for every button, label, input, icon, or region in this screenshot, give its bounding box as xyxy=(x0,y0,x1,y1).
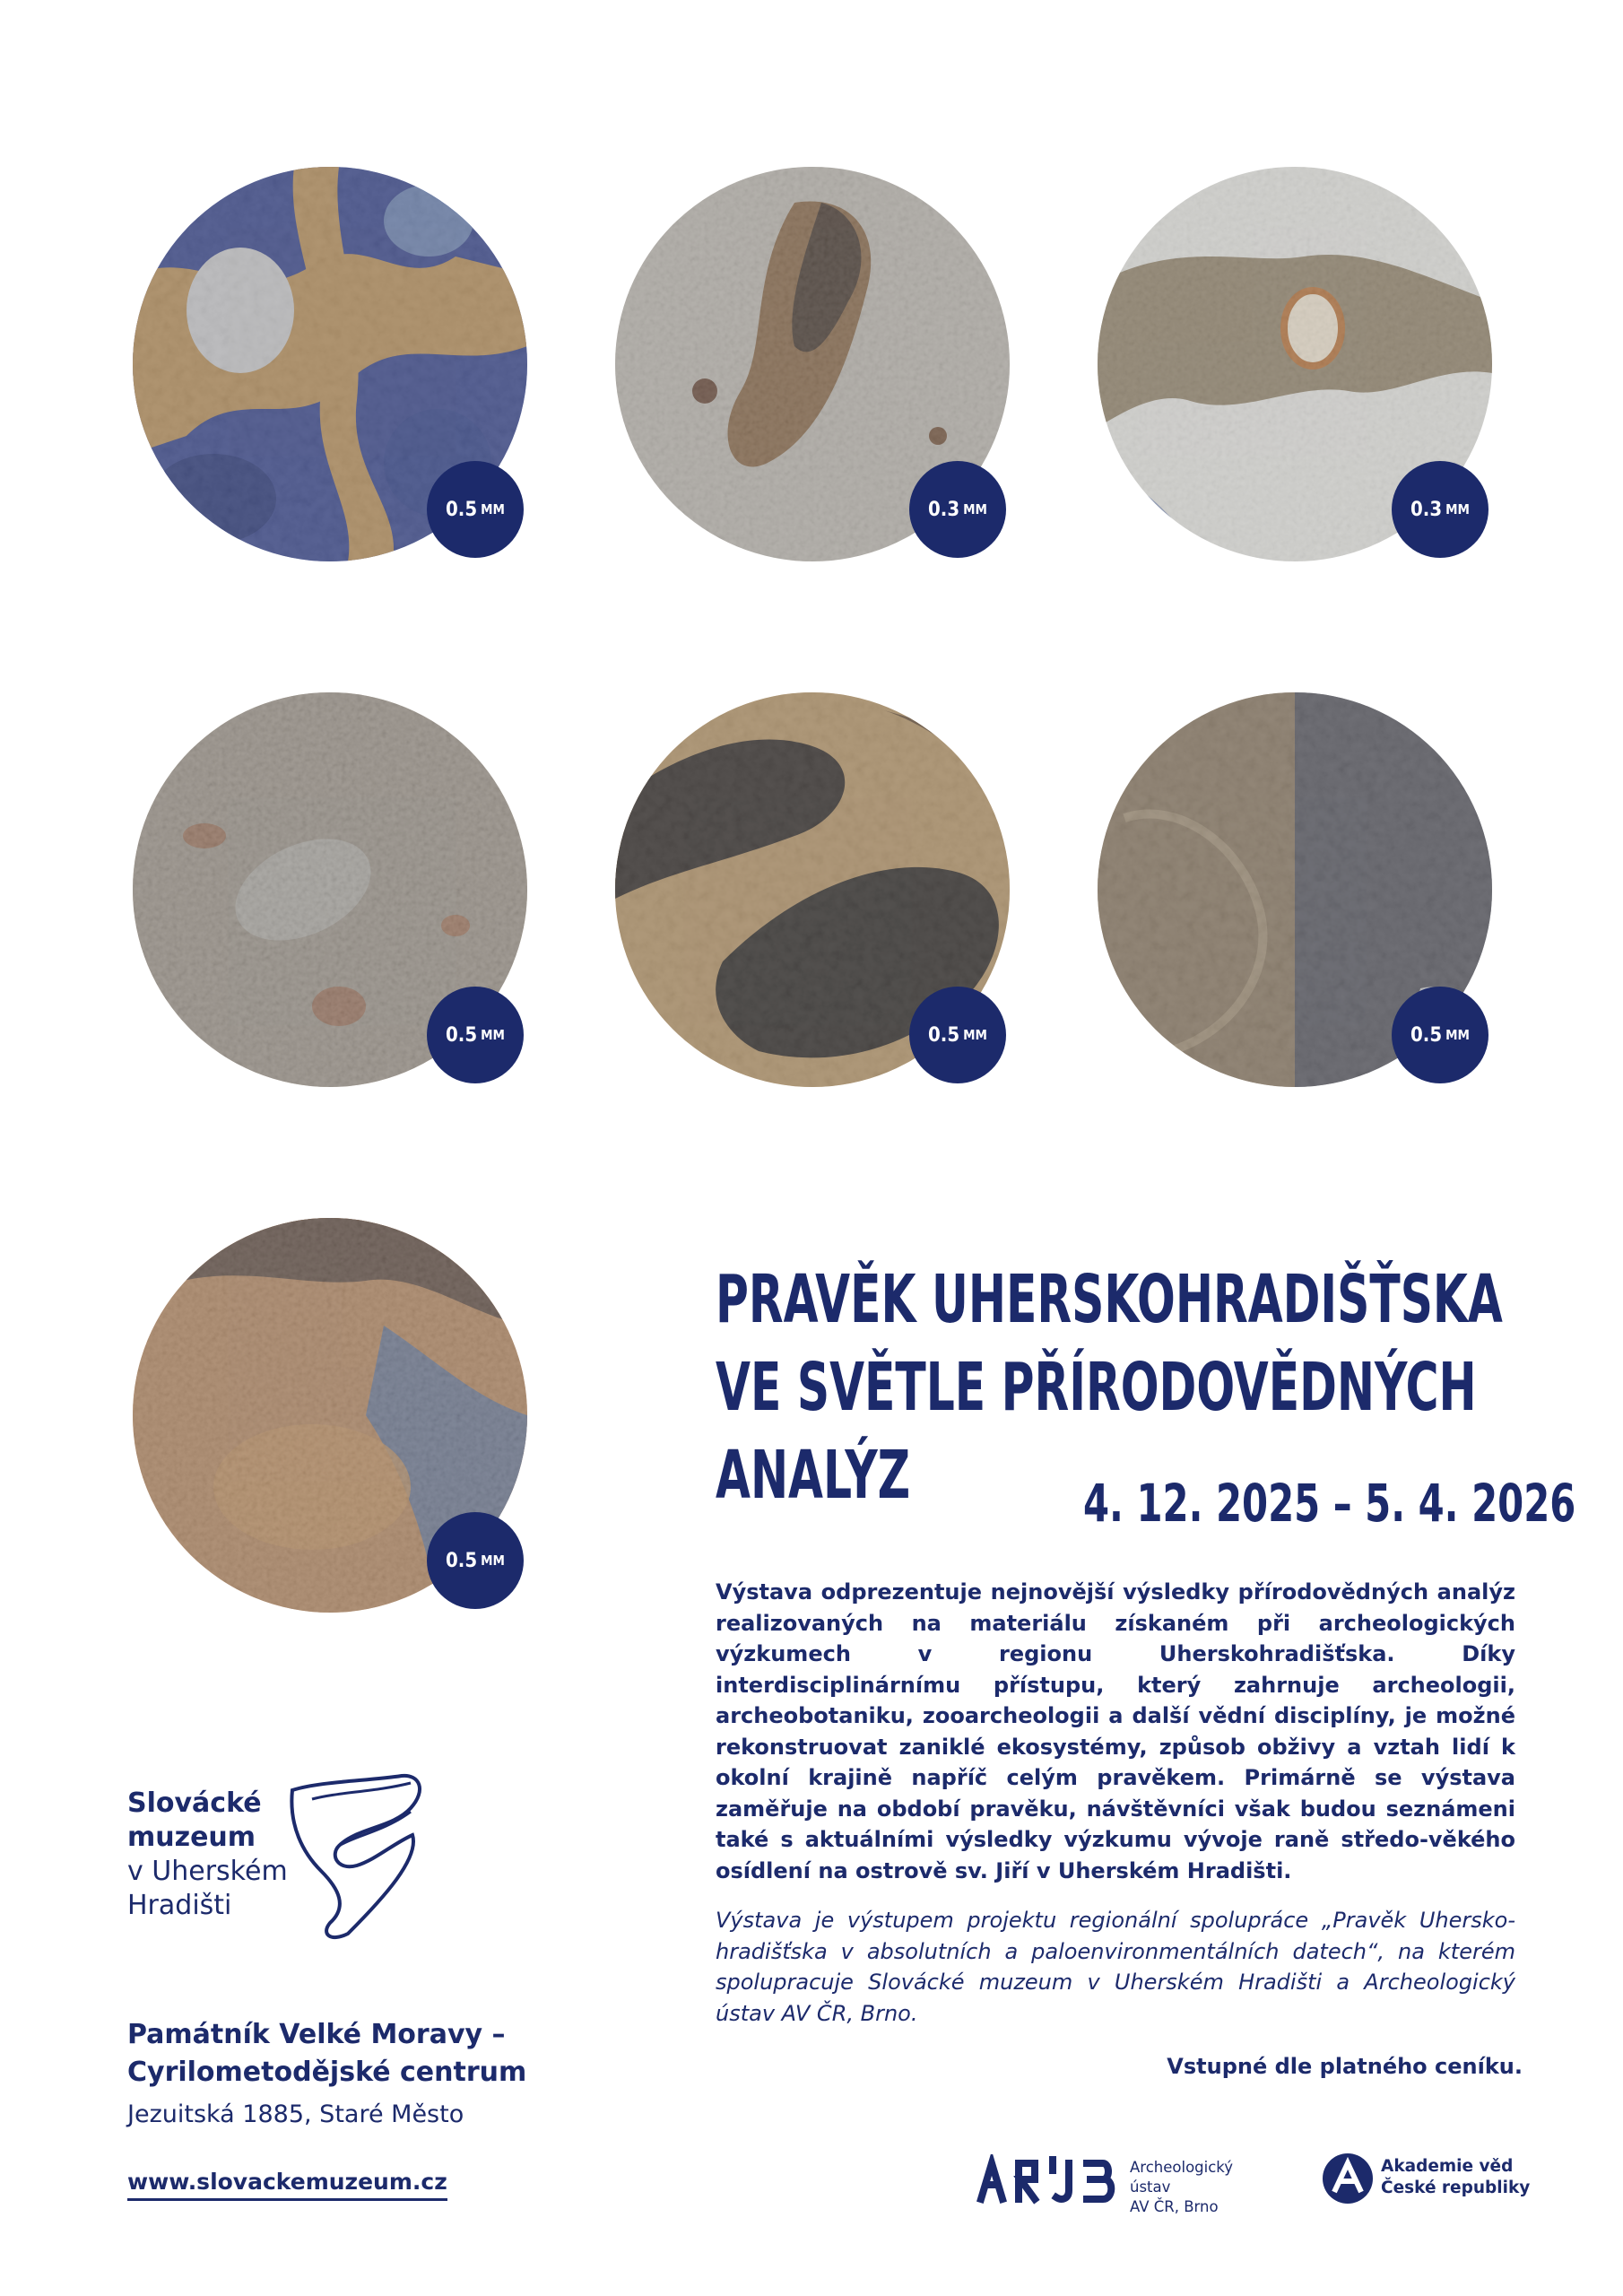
academy-name-line-1: Akademie věd xyxy=(1381,2157,1514,2176)
academy-logo xyxy=(1322,2149,1537,2208)
scale-badge xyxy=(427,987,524,1083)
exhibition-description: Výstava odprezentuje nejnovější výsledky přírodovědných analýz realizovaných na materiálu získaném při archeologických výzkumech v regionu Uherskohradišťska. Díky interdisciplinárnímu přístupu, který zahrnuje archeologii, archeobotaniku, zooarcheologii a další vědní disciplíny, je možné rekonstruovat zaniklé ekosystémy, způsob obživy a vztah lidí k okolní krajině napříč celým pravěkem. Primárně se výstava zaměřuje na období pravěku, návštěvníci však budou seznámeni také s aktuálními výsledky výzkumu vývoje raně středo-věkého osídlení na ostrově sv. Jiří v Uherském Hradišti. xyxy=(716,1579,1515,1883)
arub-name xyxy=(1130,2158,1271,2217)
venue-line-1: Památník Velké Moravy – xyxy=(127,2019,506,2050)
scale-value: 0.5 xyxy=(446,1023,478,1047)
sample-photo-6 xyxy=(1098,692,1492,1087)
scale-value: 0.5 xyxy=(446,498,478,521)
academy-logo-icon xyxy=(1322,2152,1374,2205)
title-line-2: VE SVĚTLE PŘÍRODOVĚDNÝCH xyxy=(716,1349,1477,1426)
museum-name-line-4: Hradišti xyxy=(127,1890,232,1921)
sample-photo-5 xyxy=(615,692,1010,1087)
sample-photo-2 xyxy=(615,167,1010,561)
sample-photo-1 xyxy=(133,167,527,561)
scale-badge xyxy=(909,987,1006,1083)
sample-photo-3 xyxy=(1098,167,1492,561)
arub-logo-icon xyxy=(976,2154,1119,2205)
scale-unit: MM xyxy=(1445,501,1470,517)
scale-unit: MM xyxy=(481,1027,505,1043)
academy-name-line-2: České republiky xyxy=(1381,2179,1531,2197)
exhibition-dates: 4. 12. 2025 – 5. 4. 2026 xyxy=(1083,1473,1576,1534)
website-link[interactable]: www.slovackemuzeum.cz xyxy=(127,2169,447,2201)
scale-value: 0.5 xyxy=(928,1023,960,1047)
museum-name-line-3: v Uherském xyxy=(127,1856,288,1887)
arub-logo xyxy=(976,2152,1271,2215)
museum-logo-icon xyxy=(285,1772,429,1943)
project-note: Výstava je výstupem projektu regionální spolupráce „Pravěk Uhersko-hradišťska v absolutních a paloenvironmentálních datech“, na kterém spolupracuje Slovácké muzeum v Uherském Hradišti a Archeologický ústav AV ČR, Brno. xyxy=(716,1908,1515,2026)
scale-unit: MM xyxy=(963,1027,987,1043)
venue-line-2: Cyrilometodějské centrum xyxy=(127,2057,527,2088)
scale-unit: MM xyxy=(963,501,987,517)
venue-info xyxy=(127,2016,526,2138)
venue-address: Jezuitská 1885, Staré Město xyxy=(127,2100,464,2128)
sample-photo-7 xyxy=(133,1218,527,1613)
scale-unit: MM xyxy=(1445,1027,1470,1043)
scale-badge xyxy=(909,461,1006,558)
museum-name-line-2: muzeum xyxy=(127,1822,256,1853)
scale-badge xyxy=(1392,461,1488,558)
scale-unit: MM xyxy=(481,501,505,517)
title-line-1: PRAVĚK UHERSKOHRADIŠŤSKA xyxy=(716,1261,1503,1338)
scale-value: 0.3 xyxy=(1410,498,1443,521)
scale-value: 0.5 xyxy=(446,1549,478,1572)
arub-name-line-2: AV ČR, Brno xyxy=(1130,2198,1219,2215)
title-line-3: ANALÝZ xyxy=(716,1437,911,1514)
museum-name-line-1: Slovácké xyxy=(127,1787,262,1819)
academy-name xyxy=(1381,2156,1530,2199)
scale-badge xyxy=(427,1512,524,1609)
admission-note: Vstupné dle platného ceníku. xyxy=(1167,2054,1523,2079)
museum-name xyxy=(127,1787,288,1923)
scale-unit: MM xyxy=(481,1552,505,1569)
scale-badge xyxy=(427,461,524,558)
scale-badge xyxy=(1392,987,1488,1083)
scale-value: 0.5 xyxy=(1410,1023,1443,1047)
scale-value: 0.3 xyxy=(928,498,960,521)
sample-photo-4 xyxy=(133,692,527,1087)
arub-name-line-1: Archeologický ústav xyxy=(1130,2159,1234,2196)
